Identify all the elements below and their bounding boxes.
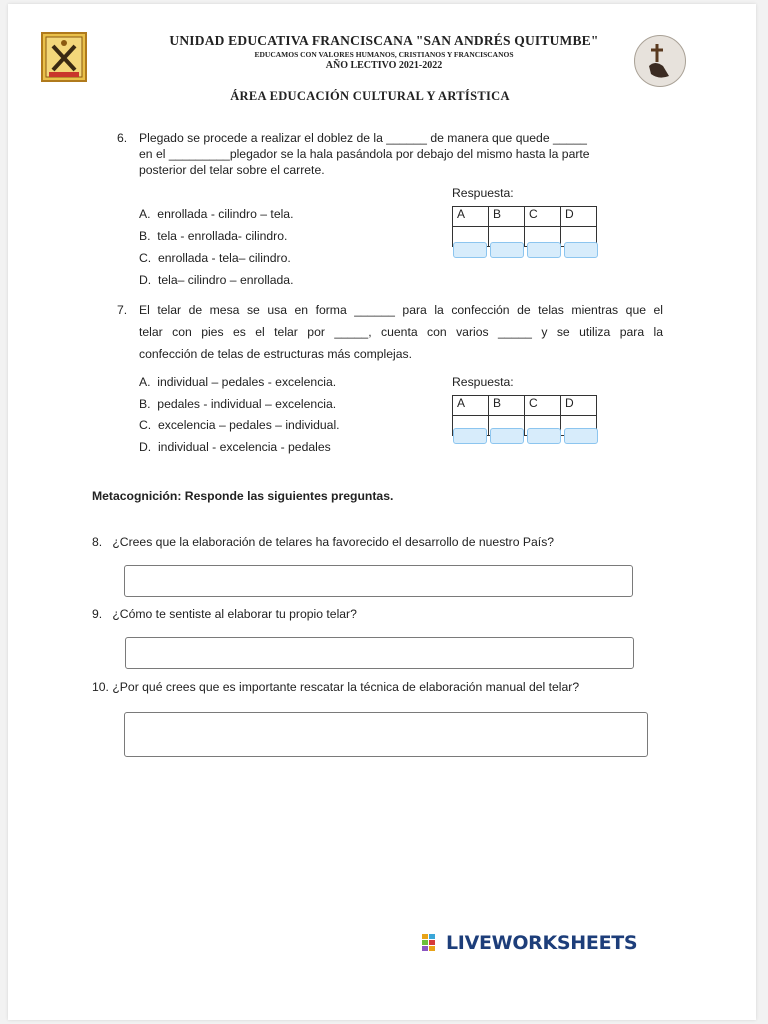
question-9: 9. ¿Cómo te sentiste al elaborar tu propio telar?: [92, 607, 357, 621]
q7-option-c: C. excelencia – pedales – individual.: [139, 418, 340, 432]
school-year: AÑO LECTIVO 2021-2022: [325, 60, 443, 71]
q6-grid-header-d: D: [561, 207, 597, 227]
liveworksheets-logo-icon: [422, 934, 446, 952]
question-9-answer-field[interactable]: [125, 637, 634, 669]
question-8-answer-field[interactable]: [124, 565, 633, 597]
q7-option-a: A. individual – pedales - excelencia.: [139, 375, 337, 389]
q6-grid-header-b: B: [489, 207, 525, 227]
school-motto: EDUCAMOS CON VALORES HUMANOS, CRISTIANOS Y FRANCISCANOS: [254, 50, 514, 59]
q6-answer-drop-a[interactable]: [453, 242, 487, 258]
q7-answer-label: Respuesta:: [452, 375, 514, 389]
question-10: 10. ¿Por qué crees que es importante rescatar la técnica de elaboración manual del telar?: [92, 680, 580, 694]
q7-grid-header-c: C: [525, 396, 561, 416]
q7-grid-header-d: D: [561, 396, 597, 416]
q7-grid-header-a: A: [453, 396, 489, 416]
q6-option-b: B. tela - enrollada- cilindro.: [139, 229, 288, 243]
question-6-text: [139, 130, 659, 178]
question-6-line-3: posterior del telar sobre el carrete.: [139, 163, 325, 177]
q6-answer-grid: [452, 206, 597, 247]
q6-grid-header-a: A: [453, 207, 489, 227]
question-7-text: [139, 299, 663, 365]
liveworksheets-wordmark: LIVEWORKSHEETS: [446, 932, 638, 954]
q7-grid-header-b: B: [489, 396, 525, 416]
subject-area-title: ÁREA EDUCACIÓN CULTURAL Y ARTÍSTICA: [230, 89, 510, 103]
question-8: 8. ¿Crees que la elaboración de telares ha favorecido el desarrollo de nuestro País?: [92, 535, 555, 549]
q6-grid-header-c: C: [525, 207, 561, 227]
question-7-line-1: El telar de mesa se usa en forma ______ para la confección de telas mientras que el: [139, 303, 663, 317]
question-7-line-3: confección de telas de estructuras más complejas.: [139, 347, 412, 361]
q6-answer-drop-c[interactable]: [527, 242, 561, 258]
q7-answer-drop-c[interactable]: [527, 428, 561, 444]
question-6-line-1: Plegado se procede a realizar el doblez de la ______ de manera que quede _____: [139, 131, 587, 145]
q6-answer-drop-d[interactable]: [564, 242, 598, 258]
question-7-line-2: telar con pies es el telar por _____, cuenta con varios _____ y se utiliza para la: [139, 325, 663, 339]
question-6-number: 6.: [117, 131, 128, 145]
q6-option-a: A. enrollada - cilindro – tela.: [139, 207, 294, 221]
school-name: UNIDAD EDUCATIVA FRANCISCANA "SAN ANDRÉS QUITUMBE": [169, 33, 599, 48]
metacognition-title: Metacognición: Responde las siguientes preguntas.: [92, 489, 394, 503]
q7-answer-drop-b[interactable]: [490, 428, 524, 444]
q6-option-d: D. tela– cilindro – enrollada.: [139, 273, 294, 287]
liveworksheets-brand: [422, 932, 637, 954]
q7-answer-drop-a[interactable]: [453, 428, 487, 444]
question-7-number: 7.: [117, 303, 128, 317]
q7-option-d: D. individual - excelencia - pedales: [139, 440, 331, 454]
q6-option-c: C. enrollada - tela– cilindro.: [139, 251, 291, 265]
q7-option-b: B. pedales - individual – excelencia.: [139, 397, 337, 411]
question-6-line-2: en el _________plegador se la hala pasándola por debajo del mismo hasta la parte: [139, 147, 590, 161]
q6-answer-drop-b[interactable]: [490, 242, 524, 258]
q7-answer-drop-d[interactable]: [564, 428, 598, 444]
question-10-answer-field[interactable]: [124, 712, 648, 757]
q6-answer-label: Respuesta:: [452, 186, 514, 200]
